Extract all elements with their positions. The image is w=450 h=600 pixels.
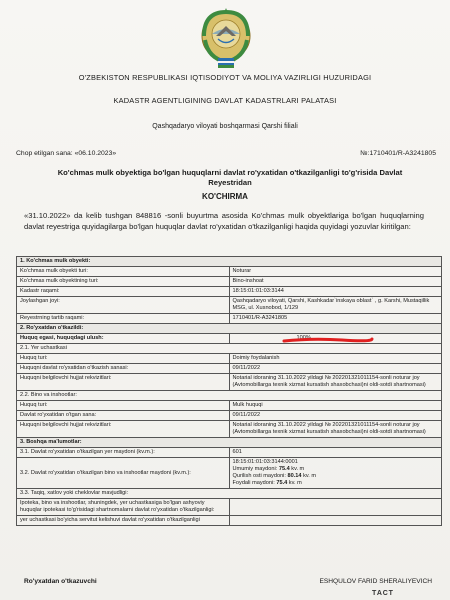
field-value: 1710401/R-A3241805: [229, 314, 442, 324]
table-row: [17, 374, 442, 391]
field-value: Notarial idoraning 31.10.2022 yildagi № 202201321011154-sonli noturar joy (Avtomobillarga texnik xizmat kursatish shaxobchasi)ni oldi-sotdi shartnomasi): [229, 374, 442, 391]
table-row: [17, 421, 442, 438]
table-row: [17, 499, 442, 516]
table-row: [17, 401, 442, 411]
field-label: Joylashgan joyi:: [17, 297, 230, 314]
subsection-title: 3.3. Taqiq, xatlov yoki cheklovlar mavjudligi:: [17, 489, 442, 499]
field-label: Ko'chmas mulk obyekti turi:: [17, 267, 230, 277]
ministry-heading: O'ZBEKISTON RESPUBLIKASI IQTISODIYOT VA MOLIYA VAZIRLIGI HUZURIDAGI: [78, 73, 372, 82]
field-value: Mulk huquqi: [229, 401, 442, 411]
field-label: 3.2. Davlat ro'yxatidan o'tkazilgan bino va inshootlar maydoni (kv.m.):: [17, 458, 230, 489]
table-row: [17, 458, 442, 489]
field-label: 3.1. Davlat ro'yxatidan o'tkazilgan yer maydoni (kv.m.):: [17, 448, 230, 458]
owner-share: 100%: [296, 335, 311, 341]
field-value: Doimiy foydalanish: [229, 354, 442, 364]
subsection-title: 2.2. Bino va inshootlar:: [17, 391, 442, 401]
footprint-area: Qurilish osti maydoni: 80.14 kv. m: [232, 473, 317, 479]
table-row: [17, 489, 442, 499]
stamp-text: ТАСТ: [372, 590, 394, 597]
field-value: Qashqadaryo viloyati, Qarshi, Kashkadar`inskaya oblast` , g. Karshi, Mustaqillik MSG, ul. Xusnobod, 1/129: [229, 297, 442, 314]
state-emblem-icon: [198, 6, 254, 72]
table-row: [17, 516, 442, 526]
field-label: yer uchastkasi bo'yicha servitut kelishuvi davlat ro'yxatidan o'tkazilganligi: [17, 516, 230, 526]
table-row: [17, 391, 442, 401]
document-subtitle: KO'CHIRMA: [202, 192, 248, 201]
table-row: [17, 324, 442, 334]
table-row: [17, 297, 442, 314]
field-value: Noturar: [229, 267, 442, 277]
field-value: Notarial idoraning 31.10.2022 yildagi № 202201321011154-sonli noturar joy (Avtomobillarga texnik xizmat kursatish shaxobchasi)ni oldi-sotdi shartnomasi): [229, 421, 442, 438]
table-row: [17, 344, 442, 354]
field-label: Huquq egasi, huquqdagi ulush:: [17, 334, 230, 344]
registrar-name: ESHQULOV FARID SHERALIYEVICH: [319, 578, 432, 585]
registry-table: [16, 256, 442, 526]
branch-name: Qashqadaryo viloyati boshqarmasi Qarshi filiali: [152, 123, 298, 130]
registrar-label: Ro'yxatdan o'tkazuvchi: [24, 578, 97, 585]
field-label: Huquqni belgilovchi hujjat rekvizitlari:: [17, 374, 230, 391]
field-label: Ko'chmas mulk obyektining turi:: [17, 277, 230, 287]
table-row: [17, 448, 442, 458]
field-label: Huquq turi:: [17, 354, 230, 364]
field-value: [229, 516, 442, 526]
redaction-mark: [282, 337, 374, 343]
table-row: [17, 411, 442, 421]
document-number: №:1710401/R-A3241805: [360, 150, 436, 157]
field-label: Ipoteka, bino va inshootlar, shuningdek, yer uchastkasiga bo'lgan ashyoviy huquqlar ipotekasi to'g'risidagi shartnomalarni davlat ro'yxatidan o'tkazilganligi:: [17, 499, 230, 516]
field-value: 09/11/2022: [229, 364, 442, 374]
field-label: Huquq turi:: [17, 401, 230, 411]
field-label: Davlat ro'yxatidan o'tgan sana:: [17, 411, 230, 421]
intro-paragraph: «31.10.2022» da kelib tushgan 848816 -sonli buyurtma asosida Ko'chmas mulk obyektlariga bo'lgan huquqlarning davlat reyestriga quyidagilarga bo'lgan huquqlar davlat ro'yxatidan o'tkazilganligi haqida quyidagi yozuvlar kiritilgan:: [24, 211, 424, 231]
table-row: [17, 257, 442, 267]
building-cadastre: 18:15:01:01:03:3144:0001: [232, 459, 298, 465]
section-title: 3. Boshqa ma'lumotlar:: [17, 438, 442, 448]
print-date: Chop etilgan sana: «06.10.2023»: [16, 150, 117, 157]
field-label: Reyestrning tartib raqami:: [17, 314, 230, 324]
table-row: [17, 287, 442, 297]
field-value: Bino-inshoat: [229, 277, 442, 287]
field-label: Huquqni davlat ro'yxatidan o'tkazish sanasi:: [17, 364, 230, 374]
document-title: Ko'chmas mulk obyektiga bo'lgan huquqlarni davlat ro'yxatidan o'tkazilganligi to'g'risida Davlat Reyestridan: [57, 168, 403, 187]
subsection-title: 2.1. Yer uchastkasi: [17, 344, 442, 354]
field-label: Kadastr raqami:: [17, 287, 230, 297]
usable-area: Foydali maydoni: 75.4 kv. m: [232, 480, 302, 486]
table-row: [17, 314, 442, 324]
field-value: [229, 458, 442, 489]
total-area: Umumiy maydoni: 75.4 kv. m: [232, 466, 305, 472]
table-row: [17, 354, 442, 364]
field-value: 18:15:01:01:03:3144: [229, 287, 442, 297]
section-title: 1. Ko'chmas mulk obyekti:: [17, 257, 442, 267]
table-row: [17, 364, 442, 374]
field-value: [229, 499, 442, 516]
field-value: 09/11/2022: [229, 411, 442, 421]
field-value: 601: [229, 448, 442, 458]
table-row: [17, 438, 442, 448]
field-label: Huquqni belgilovchi hujjat rekvizitlari:: [17, 421, 230, 438]
agency-heading: KADASTR AGENTLIGINING DAVLAT KADASTRLARI PALATASI: [113, 96, 337, 105]
table-row: [17, 277, 442, 287]
section-title: 2. Ro'yxatdan o'tkazildi:: [17, 324, 442, 334]
table-row: [17, 334, 442, 344]
table-row: [17, 267, 442, 277]
